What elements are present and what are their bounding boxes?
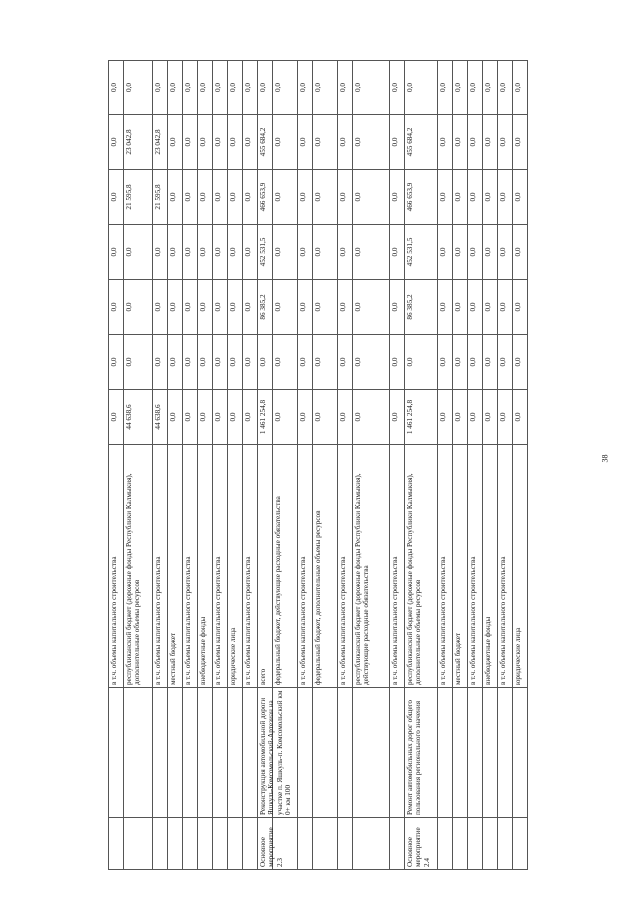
table-row (167, 60, 182, 870)
value-cell: 0,0 (468, 390, 482, 445)
value-cell: 0,0 (390, 280, 404, 335)
value-cell: 0,0 (213, 225, 227, 280)
value-cell: 0,0 (390, 60, 404, 115)
table-row (452, 60, 467, 870)
table-row (437, 60, 452, 870)
funding-source-cell: местный бюджет (453, 445, 467, 688)
value-cell: 21 595,8 (124, 170, 152, 225)
value-cell: 0,0 (498, 335, 512, 390)
value-cell: 0,0 (228, 390, 242, 445)
value-cell: 0,0 (453, 60, 467, 115)
value-cell: 0,0 (498, 390, 512, 445)
value-cell: 0,0 (313, 390, 337, 445)
event-cell (183, 818, 197, 870)
value-cell: 0,0 (213, 60, 227, 115)
event-name-cell (468, 688, 482, 818)
value-cell: 0,0 (390, 115, 404, 170)
event-name-cell (168, 688, 182, 818)
value-cell: 0,0 (213, 335, 227, 390)
value-cell: 452 531,5 (405, 225, 437, 280)
value-cell: 0,0 (183, 335, 197, 390)
event-name-cell (298, 688, 312, 818)
value-cell: 0,0 (273, 115, 297, 170)
event-name-cell (213, 688, 227, 818)
value-cell: 0,0 (498, 60, 512, 115)
event-name-cell (513, 688, 527, 818)
table-row (404, 60, 437, 870)
page-number: 38 (600, 454, 610, 463)
value-cell: 0,0 (124, 60, 152, 115)
value-cell: 0,0 (468, 60, 482, 115)
value-cell: 0,0 (243, 170, 257, 225)
value-cell: 0,0 (198, 115, 212, 170)
funding-source-cell: в т.ч. объемы капитального строительства (338, 445, 352, 688)
value-cell: 0,0 (228, 335, 242, 390)
funding-source-cell: в т.ч. объемы капитального строительства (298, 445, 312, 688)
value-cell: 466 653,9 (405, 170, 437, 225)
event-name-cell: Реконструкция автомобильной дороги Яшкуль-Комсомольский-Артезиан на участке п. Яшкуль-п. Комсомольский км 0+ км 100 (258, 688, 272, 818)
value-cell: 0,0 (198, 390, 212, 445)
funding-source-cell: местный бюджет (168, 445, 182, 688)
event-cell (298, 818, 312, 870)
value-cell: 0,0 (183, 225, 197, 280)
event-cell (338, 818, 352, 870)
value-cell: 0,0 (438, 170, 452, 225)
value-cell: 0,0 (168, 280, 182, 335)
value-cell: 0,0 (483, 335, 497, 390)
value-cell: 0,0 (513, 170, 527, 225)
value-cell: 0,0 (453, 335, 467, 390)
value-cell: 0,0 (468, 280, 482, 335)
event-cell (124, 818, 152, 870)
value-cell: 0,0 (273, 335, 297, 390)
funding-source-cell: внебюджетные фонды (483, 445, 497, 688)
value-cell: 0,0 (258, 335, 272, 390)
table-row (352, 60, 389, 870)
funding-source-cell: в т.ч. объемы капитального строительства (213, 445, 227, 688)
table-row (297, 60, 312, 870)
value-cell: 0,0 (483, 225, 497, 280)
value-cell: 0,0 (513, 335, 527, 390)
value-cell: 0,0 (468, 170, 482, 225)
value-cell: 0,0 (198, 225, 212, 280)
value-cell: 466 653,9 (258, 170, 272, 225)
value-cell: 0,0 (183, 115, 197, 170)
value-cell: 0,0 (243, 335, 257, 390)
funding-source-cell: республиканский бюджет (дорожные фонды Республики Калмыкия), действующие расходные обязательства (353, 445, 389, 688)
value-cell: 0,0 (243, 225, 257, 280)
value-cell: 0,0 (243, 60, 257, 115)
event-name-cell (483, 688, 497, 818)
event-cell (513, 818, 527, 870)
event-cell (390, 818, 404, 870)
event-cell (498, 818, 512, 870)
value-cell: 0,0 (273, 390, 297, 445)
event-name-cell (228, 688, 242, 818)
funding-source-cell: всего (258, 445, 272, 688)
value-cell: 0,0 (258, 60, 272, 115)
value-cell: 1 461 254,8 (258, 390, 272, 445)
value-cell: 86 385,2 (258, 280, 272, 335)
value-cell: 0,0 (390, 390, 404, 445)
value-cell: 0,0 (483, 60, 497, 115)
value-cell: 0,0 (338, 335, 352, 390)
value-cell: 0,0 (198, 280, 212, 335)
value-cell: 0,0 (438, 280, 452, 335)
value-cell: 452 531,5 (258, 225, 272, 280)
event-cell (109, 818, 123, 870)
value-cell: 21 595,8 (153, 170, 167, 225)
funding-source-cell: в т.ч. объемы капитального строительства (390, 445, 404, 688)
event-name-cell (243, 688, 257, 818)
value-cell: 0,0 (438, 60, 452, 115)
funding-source-cell: в т.ч. объемы капитального строительства (153, 445, 167, 688)
value-cell: 0,0 (453, 170, 467, 225)
table-row (389, 60, 404, 870)
value-cell: 0,0 (109, 115, 123, 170)
value-cell: 0,0 (338, 170, 352, 225)
value-cell: 0,0 (438, 115, 452, 170)
value-cell: 0,0 (338, 280, 352, 335)
event-cell (273, 818, 297, 870)
event-cell (353, 818, 389, 870)
funding-source-cell: юридические лица (228, 445, 242, 688)
funding-source-cell: в т.ч. объемы капитального строительства (243, 445, 257, 688)
value-cell: 0,0 (109, 335, 123, 390)
value-cell: 0,0 (213, 170, 227, 225)
value-cell: 0,0 (405, 335, 437, 390)
funding-source-cell: республиканский бюджет (дорожные фонды Республики Калмыкия), дополнительные объемы ресурсов (405, 445, 437, 688)
event-cell: Основное мероприятие 2.4 (405, 818, 437, 870)
event-cell (168, 818, 182, 870)
value-cell: 0,0 (213, 115, 227, 170)
event-name-cell (198, 688, 212, 818)
value-cell: 1 461 254,8 (405, 390, 437, 445)
value-cell: 0,0 (298, 115, 312, 170)
value-cell: 0,0 (498, 170, 512, 225)
event-cell (453, 818, 467, 870)
event-cell (213, 818, 227, 870)
value-cell: 0,0 (468, 115, 482, 170)
table-row (467, 60, 482, 870)
value-cell: 0,0 (353, 390, 389, 445)
value-cell: 0,0 (513, 60, 527, 115)
value-cell: 0,0 (168, 60, 182, 115)
value-cell: 0,0 (313, 280, 337, 335)
table-row (272, 60, 297, 870)
value-cell: 0,0 (183, 170, 197, 225)
value-cell: 0,0 (243, 115, 257, 170)
value-cell: 0,0 (468, 335, 482, 390)
event-cell (438, 818, 452, 870)
event-name-cell (453, 688, 467, 818)
table-row (497, 60, 512, 870)
value-cell: 0,0 (168, 170, 182, 225)
table-row (227, 60, 242, 870)
event-name-cell (338, 688, 352, 818)
value-cell: 0,0 (153, 225, 167, 280)
value-cell: 0,0 (124, 225, 152, 280)
value-cell: 23 042,8 (124, 115, 152, 170)
table-row (108, 60, 123, 870)
event-name-cell (109, 688, 123, 818)
value-cell: 455 684,2 (258, 115, 272, 170)
value-cell: 0,0 (109, 225, 123, 280)
value-cell: 0,0 (453, 390, 467, 445)
value-cell: 0,0 (273, 170, 297, 225)
value-cell: 0,0 (513, 390, 527, 445)
value-cell: 0,0 (513, 115, 527, 170)
value-cell: 0,0 (298, 170, 312, 225)
value-cell: 0,0 (168, 115, 182, 170)
value-cell: 0,0 (453, 115, 467, 170)
table-row (482, 60, 497, 870)
table-row (512, 60, 528, 870)
value-cell: 44 638,6 (153, 390, 167, 445)
value-cell: 0,0 (513, 225, 527, 280)
table-row (337, 60, 352, 870)
event-name-cell (438, 688, 452, 818)
value-cell: 0,0 (353, 280, 389, 335)
value-cell: 0,0 (313, 60, 337, 115)
value-cell: 0,0 (109, 170, 123, 225)
value-cell: 0,0 (168, 390, 182, 445)
value-cell: 0,0 (513, 280, 527, 335)
value-cell: 0,0 (243, 280, 257, 335)
value-cell: 0,0 (338, 225, 352, 280)
value-cell: 44 638,6 (124, 390, 152, 445)
event-cell (198, 818, 212, 870)
event-cell (468, 818, 482, 870)
value-cell: 0,0 (228, 225, 242, 280)
value-cell: 0,0 (483, 115, 497, 170)
value-cell: 0,0 (438, 390, 452, 445)
value-cell: 0,0 (228, 280, 242, 335)
value-cell: 0,0 (228, 170, 242, 225)
event-name-cell (498, 688, 512, 818)
value-cell: 0,0 (483, 170, 497, 225)
event-name-cell (183, 688, 197, 818)
value-cell: 0,0 (498, 115, 512, 170)
value-cell: 0,0 (213, 390, 227, 445)
event-cell (153, 818, 167, 870)
funding-source-cell: в т.ч. объемы капитального строительства (109, 445, 123, 688)
value-cell: 0,0 (298, 335, 312, 390)
funding-source-cell: республиканский бюджет (дорожные фонды Республики Калмыкия), дополнительные объемы ресурсов (124, 445, 152, 688)
value-cell: 0,0 (313, 225, 337, 280)
value-cell: 0,0 (298, 60, 312, 115)
funding-source-cell: внебюджетные фонды (198, 445, 212, 688)
value-cell: 0,0 (298, 390, 312, 445)
event-name-cell (390, 688, 404, 818)
value-cell: 0,0 (183, 280, 197, 335)
value-cell: 0,0 (124, 280, 152, 335)
value-cell: 0,0 (298, 280, 312, 335)
value-cell: 0,0 (338, 390, 352, 445)
value-cell: 0,0 (313, 170, 337, 225)
event-name-cell (124, 688, 152, 818)
value-cell: 0,0 (313, 115, 337, 170)
value-cell: 455 684,2 (405, 115, 437, 170)
value-cell: 0,0 (353, 225, 389, 280)
value-cell: 0,0 (338, 115, 352, 170)
value-cell: 0,0 (468, 225, 482, 280)
value-cell: 0,0 (498, 225, 512, 280)
event-name-cell (153, 688, 167, 818)
value-cell: 0,0 (124, 335, 152, 390)
value-cell: 0,0 (273, 60, 297, 115)
table-row (182, 60, 197, 870)
value-cell: 0,0 (228, 115, 242, 170)
value-cell: 0,0 (438, 335, 452, 390)
value-cell: 0,0 (109, 280, 123, 335)
value-cell: 0,0 (109, 60, 123, 115)
value-cell: 0,0 (198, 170, 212, 225)
value-cell: 86 385,2 (405, 280, 437, 335)
table-row (123, 60, 152, 870)
value-cell: 0,0 (153, 60, 167, 115)
value-cell: 0,0 (483, 390, 497, 445)
funding-source-cell: федеральный бюджет, дополнительные объемы ресурсов (313, 445, 337, 688)
table-row (152, 60, 167, 870)
funding-source-cell: федеральный бюджет, действующие расходные обязательства (273, 445, 297, 688)
value-cell: 0,0 (313, 335, 337, 390)
funding-source-cell: в т.ч. объемы капитального строительства (438, 445, 452, 688)
value-cell: 0,0 (153, 335, 167, 390)
funding-source-cell: в т.ч. объемы капитального строительства (468, 445, 482, 688)
funding-source-cell: в т.ч. объемы капитального строительства (183, 445, 197, 688)
value-cell: 0,0 (198, 335, 212, 390)
event-name-cell (273, 688, 297, 818)
event-cell (243, 818, 257, 870)
value-cell: 0,0 (273, 225, 297, 280)
value-cell: 0,0 (183, 60, 197, 115)
table-row (197, 60, 212, 870)
value-cell: 0,0 (405, 60, 437, 115)
value-cell: 0,0 (353, 170, 389, 225)
event-cell: Основное мероприятие 2.3 (258, 818, 272, 870)
value-cell: 0,0 (109, 390, 123, 445)
value-cell: 0,0 (353, 115, 389, 170)
table-row (212, 60, 227, 870)
value-cell: 0,0 (353, 60, 389, 115)
value-cell: 0,0 (273, 280, 297, 335)
value-cell: 0,0 (498, 280, 512, 335)
value-cell: 0,0 (438, 225, 452, 280)
value-cell: 0,0 (353, 335, 389, 390)
event-cell (483, 818, 497, 870)
event-name-cell (313, 688, 337, 818)
value-cell: 0,0 (168, 335, 182, 390)
value-cell: 0,0 (483, 280, 497, 335)
table-row (242, 60, 257, 870)
value-cell: 0,0 (390, 170, 404, 225)
budget-table (108, 60, 580, 870)
value-cell: 0,0 (390, 335, 404, 390)
value-cell: 0,0 (183, 390, 197, 445)
value-cell: 0,0 (228, 60, 242, 115)
value-cell: 23 042,8 (153, 115, 167, 170)
event-cell (228, 818, 242, 870)
event-cell (313, 818, 337, 870)
value-cell: 0,0 (453, 225, 467, 280)
value-cell: 0,0 (243, 390, 257, 445)
table-row (312, 60, 337, 870)
value-cell: 0,0 (213, 280, 227, 335)
value-cell: 0,0 (338, 60, 352, 115)
value-cell: 0,0 (390, 225, 404, 280)
funding-source-cell: юридические лица (513, 445, 527, 688)
value-cell: 0,0 (198, 60, 212, 115)
funding-source-cell: в т.ч. объемы капитального строительства (498, 445, 512, 688)
value-cell: 0,0 (153, 280, 167, 335)
value-cell: 0,0 (168, 225, 182, 280)
value-cell: 0,0 (298, 225, 312, 280)
value-cell: 0,0 (453, 280, 467, 335)
event-name-cell: Ремонт автомобильных дорог общего пользования регионального значения (405, 688, 437, 818)
event-name-cell (353, 688, 389, 818)
